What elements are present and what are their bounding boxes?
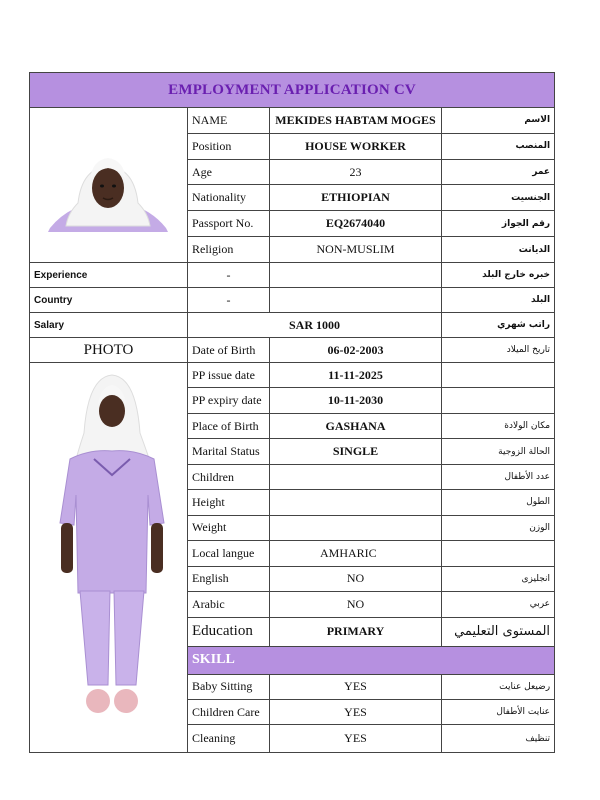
religion-arabic: الديانت <box>442 237 555 263</box>
pp-expiry-arabic <box>442 388 555 413</box>
religion-label: Religion <box>188 237 270 263</box>
photo-label: PHOTO <box>30 338 188 363</box>
children-arabic: عدد الأطفال <box>442 464 555 489</box>
age-value: 23 <box>270 159 442 185</box>
skill-arabic: تنظيف <box>442 725 555 753</box>
name-label: NAME <box>188 108 270 134</box>
position-value: HOUSE WORKER <box>270 133 442 159</box>
english-value: NO <box>270 566 442 591</box>
marital-status-arabic: الحالة الزوجية <box>442 439 555 464</box>
local-language-arabic <box>442 541 555 566</box>
skill-label: Cleaning <box>188 725 270 753</box>
nationality-value: ETHIOPIAN <box>270 185 442 211</box>
height-value <box>270 490 442 515</box>
country-empty <box>270 288 442 313</box>
country-arabic: البلد <box>442 288 555 313</box>
english-arabic: انجليزى <box>442 566 555 591</box>
nationality-label: Nationality <box>188 185 270 211</box>
education-value: PRIMARY <box>270 617 442 647</box>
dob-value: 06-02-2003 <box>270 338 442 363</box>
weight-arabic: الوزن <box>442 515 555 540</box>
skill-arabic: عنايت الأطفال <box>442 699 555 724</box>
english-label: English <box>188 566 270 591</box>
salary-value: SAR 1000 <box>188 313 442 338</box>
salary-label: Salary <box>30 313 188 338</box>
height-label: Height <box>188 490 270 515</box>
arabic-value: NO <box>270 592 442 617</box>
age-arabic: عمر <box>442 159 555 185</box>
local-language-label: Local langue <box>188 541 270 566</box>
place-of-birth-value: GASHANA <box>270 413 442 438</box>
country-value: - <box>188 288 270 313</box>
place-of-birth-label: Place of Birth <box>188 413 270 438</box>
name-arabic: الاسم <box>442 108 555 134</box>
dob-label: Date of Birth <box>188 338 270 363</box>
place-of-birth-arabic: مكان الولادة <box>442 413 555 438</box>
experience-arabic: خبره خارج البلد <box>442 263 555 288</box>
weight-value <box>270 515 442 540</box>
experience-value: - <box>188 263 270 288</box>
position-label: Position <box>188 133 270 159</box>
full-body-image <box>30 363 188 748</box>
experience-empty <box>270 263 442 288</box>
country-label: Country <box>30 288 188 313</box>
headshot-photo <box>30 108 188 263</box>
education-label: Education <box>188 617 270 647</box>
children-label: Children <box>188 464 270 489</box>
children-value <box>270 464 442 489</box>
passport-label: Passport No. <box>188 211 270 237</box>
height-arabic: الطول <box>442 490 555 515</box>
dob-arabic: تاريخ الميلاد <box>442 338 555 363</box>
experience-label: Experience <box>30 263 188 288</box>
pp-expiry-label: PP expiry date <box>188 388 270 413</box>
arabic-label: Arabic <box>188 592 270 617</box>
full-body-photo <box>30 363 188 753</box>
skill-arabic: رضيعل عنايت <box>442 674 555 699</box>
passport-value: EQ2674040 <box>270 211 442 237</box>
nationality-arabic: الجنسيت <box>442 185 555 211</box>
headshot-image <box>30 108 188 258</box>
passport-arabic: رقم الجواز <box>442 211 555 237</box>
skill-value: YES <box>270 674 442 699</box>
education-arabic: المستوى التعليمي <box>442 617 555 647</box>
cv-sheet <box>29 72 554 753</box>
pp-issue-arabic <box>442 363 555 388</box>
pp-issue-value: 11-11-2025 <box>270 363 442 388</box>
skill-value: YES <box>270 725 442 753</box>
cv-table <box>29 72 555 753</box>
weight-label: Weight <box>188 515 270 540</box>
skill-value: YES <box>270 699 442 724</box>
pp-issue-label: PP issue date <box>188 363 270 388</box>
marital-status-value: SINGLE <box>270 439 442 464</box>
religion-value: NON-MUSLIM <box>270 237 442 263</box>
arabic-arabic: عربي <box>442 592 555 617</box>
pp-expiry-value: 10-11-2030 <box>270 388 442 413</box>
salary-arabic: راتب شهري <box>442 313 555 338</box>
name-value: MEKIDES HABTAM MOGES <box>270 108 442 134</box>
age-label: Age <box>188 159 270 185</box>
page-title: EMPLOYMENT APPLICATION CV <box>30 73 555 108</box>
skill-header: SKILL <box>188 647 555 674</box>
skill-label: Children Care <box>188 699 270 724</box>
skill-label: Baby Sitting <box>188 674 270 699</box>
marital-status-label: Marital Status <box>188 439 270 464</box>
position-arabic: المنصب <box>442 133 555 159</box>
local-language-value: AMHARIC <box>270 541 442 566</box>
